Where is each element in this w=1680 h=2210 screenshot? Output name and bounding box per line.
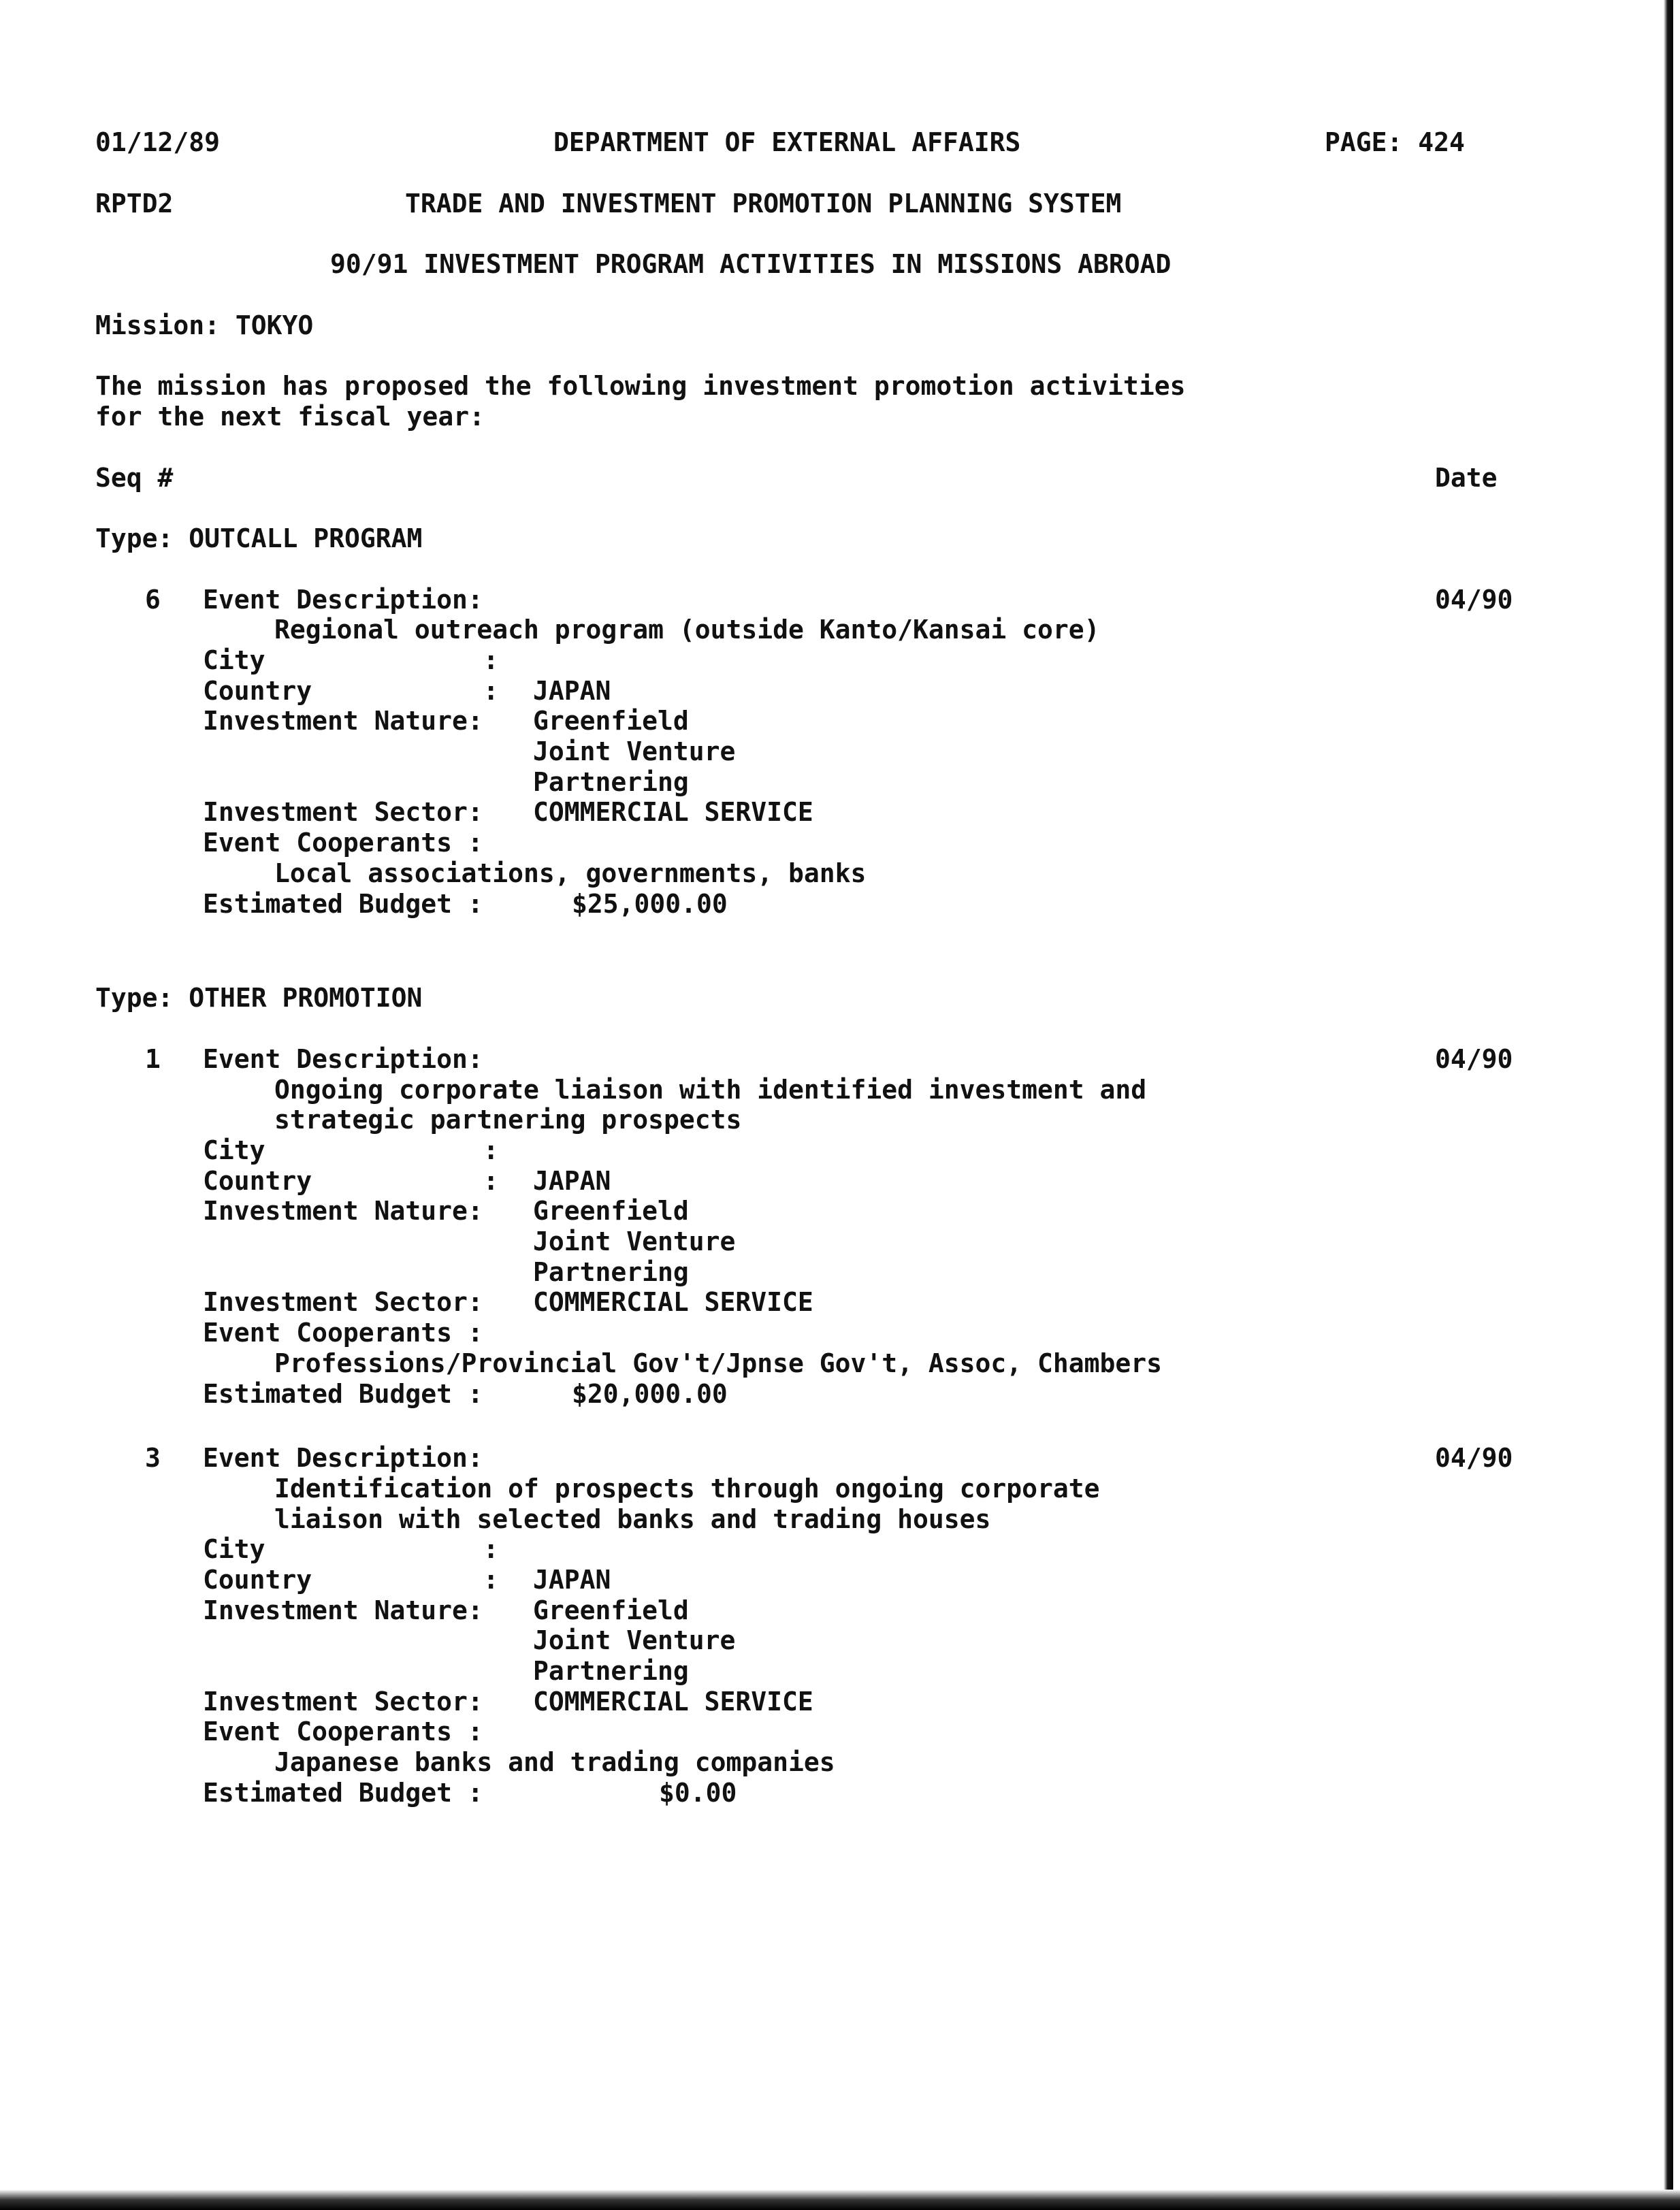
city-label: City :	[203, 645, 499, 675]
event-seq-number: 6	[145, 585, 161, 615]
investment-nature-value: Greenfield	[533, 706, 689, 736]
column-header-seq: Seq #	[95, 463, 174, 493]
investment-nature-value: Greenfield	[533, 1595, 689, 1625]
country-label: Country :	[203, 676, 499, 706]
event-cooperants-value: Local associations, governments, banks	[274, 858, 867, 888]
event-date: 04/90	[1435, 585, 1513, 615]
country-value: JAPAN	[533, 676, 611, 706]
country-value: JAPAN	[533, 1565, 611, 1595]
city-label: City :	[203, 1534, 499, 1564]
intro-line: The mission has proposed the following investment promotion activities	[95, 371, 1186, 401]
event-date: 04/90	[1435, 1044, 1513, 1074]
city-label: City :	[203, 1135, 499, 1165]
scan-page-edge-bottom	[0, 2190, 1680, 2210]
event-seq-number: 3	[145, 1443, 161, 1473]
investment-sector-label: Investment Sector:	[203, 797, 483, 827]
report-code: RPTD2	[95, 189, 174, 218]
event-description-text: strategic partnering prospects	[274, 1105, 742, 1135]
report-date: 01/12/89	[95, 127, 221, 157]
department-title: DEPARTMENT OF EXTERNAL AFFAIRS	[553, 127, 1021, 157]
investment-sector-value: COMMERCIAL SERVICE	[533, 1687, 813, 1717]
estimated-budget-value: $0.00	[659, 1778, 737, 1808]
country-label: Country :	[203, 1166, 499, 1196]
report-subtitle: 90/91 INVESTMENT PROGRAM ACTIVITIES IN MISSIONS ABROAD	[330, 249, 1172, 279]
event-cooperants-value: Japanese banks and trading companies	[274, 1747, 835, 1777]
estimated-budget-label: Estimated Budget :	[203, 1379, 483, 1409]
estimated-budget-label: Estimated Budget :	[203, 889, 483, 919]
event-description-text: Ongoing corporate liaison with identified investment and	[274, 1075, 1147, 1105]
country-value: JAPAN	[533, 1166, 611, 1196]
investment-sector-value: COMMERCIAL SERVICE	[533, 1287, 813, 1317]
estimated-budget-value: $25,000.00	[572, 889, 728, 919]
mission-label: Mission: TOKYO	[95, 310, 314, 340]
event-date: 04/90	[1435, 1443, 1513, 1473]
system-title: TRADE AND INVESTMENT PROMOTION PLANNING SYSTEM	[405, 189, 1122, 218]
investment-nature-value: Partnering	[533, 1257, 689, 1287]
investment-sector-value: COMMERCIAL SERVICE	[533, 797, 813, 827]
investment-nature-value: Greenfield	[533, 1196, 689, 1226]
investment-sector-label: Investment Sector:	[203, 1287, 483, 1317]
event-description-label: Event Description:	[203, 585, 483, 615]
investment-nature-value: Partnering	[533, 1656, 689, 1686]
investment-nature-value: Joint Venture	[533, 1625, 736, 1655]
event-description-text: liaison with selected banks and trading houses	[274, 1504, 991, 1534]
intro-line: for the next fiscal year:	[95, 402, 485, 432]
investment-nature-value: Joint Venture	[533, 736, 736, 766]
investment-nature-label: Investment Nature:	[203, 706, 483, 736]
country-label: Country :	[203, 1565, 499, 1595]
investment-nature-label: Investment Nature:	[203, 1595, 483, 1625]
page-number: PAGE: 424	[1325, 127, 1465, 157]
event-cooperants-label: Event Cooperants :	[203, 1717, 483, 1746]
scan-page-edge	[1664, 0, 1673, 2210]
investment-nature-label: Investment Nature:	[203, 1196, 483, 1226]
event-cooperants-value: Professions/Provincial Gov't/Jpnse Gov't, Assoc, Chambers	[274, 1348, 1163, 1378]
event-cooperants-label: Event Cooperants :	[203, 828, 483, 858]
event-description-label: Event Description:	[203, 1443, 483, 1473]
investment-sector-label: Investment Sector:	[203, 1687, 483, 1717]
event-description-text: Identification of prospects through ongoing corporate	[274, 1474, 1100, 1504]
estimated-budget-label: Estimated Budget :	[203, 1778, 483, 1808]
investment-nature-value: Partnering	[533, 767, 689, 797]
estimated-budget-value: $20,000.00	[572, 1379, 728, 1409]
event-description-label: Event Description:	[203, 1044, 483, 1074]
investment-nature-value: Joint Venture	[533, 1226, 736, 1256]
event-description-text: Regional outreach program (outside Kanto/Kansai core)	[274, 615, 1100, 645]
section-type-label: Type: OUTCALL PROGRAM	[95, 523, 423, 553]
event-cooperants-label: Event Cooperants :	[203, 1318, 483, 1348]
event-seq-number: 1	[145, 1044, 161, 1074]
section-type-label: Type: OTHER PROMOTION	[95, 983, 423, 1013]
column-header-date: Date	[1435, 463, 1498, 493]
